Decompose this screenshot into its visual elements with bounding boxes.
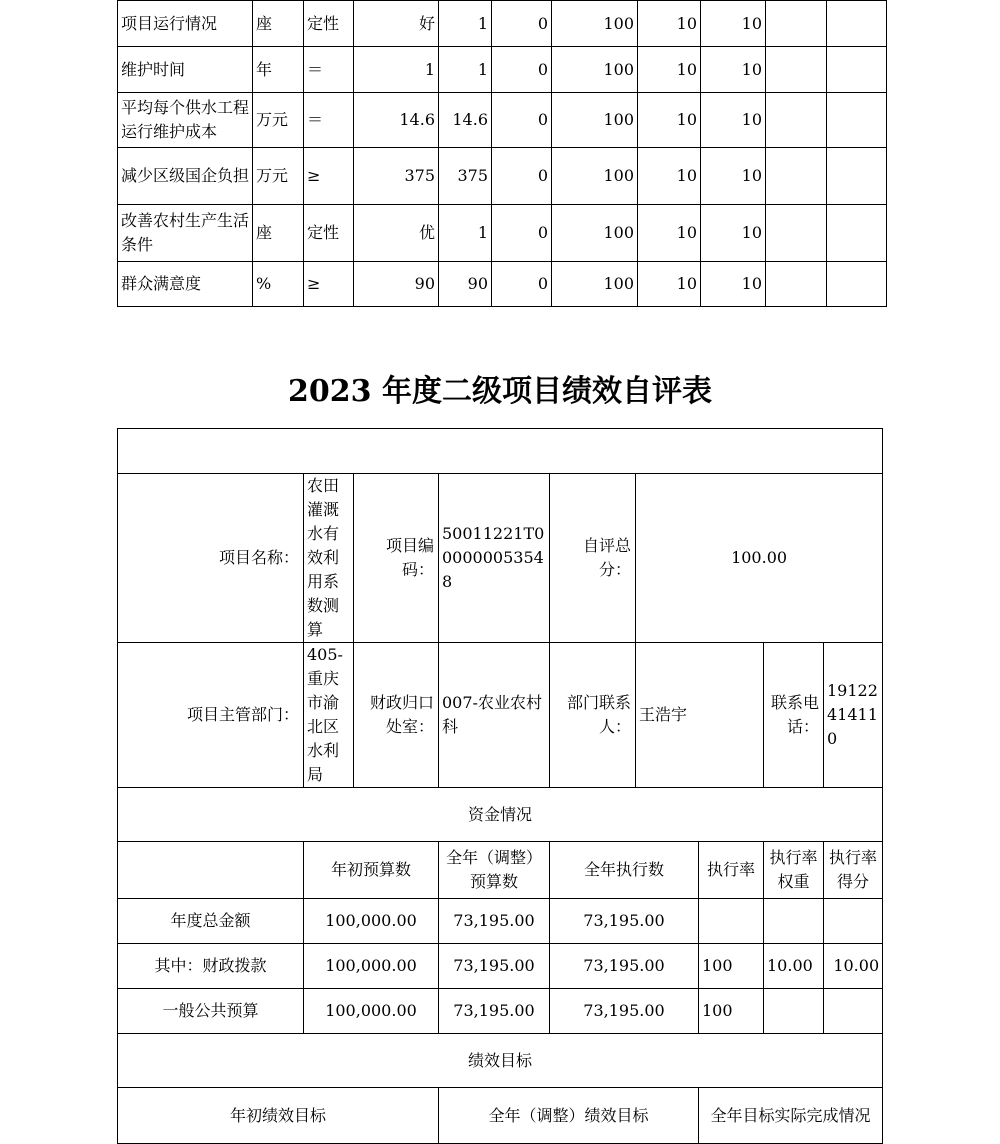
empty-cell [766,93,827,148]
funds-rate: 100 [699,989,764,1034]
indicator-deviation: 0 [492,262,552,307]
dept-value: 405-重庆市渝北区水利局 [304,643,354,788]
evaluation-table [117,428,883,1144]
self-score-value: 100.00 [636,474,883,643]
indicator-name: 维护时间 [118,47,253,93]
indicator-score: 10 [701,47,766,93]
indicator-deviation: 0 [492,93,552,148]
indicator-unit: 年 [253,47,304,93]
indicator-actual: 90 [439,262,492,307]
self-score-label: 自评总分： [550,474,636,643]
indicator-weight: 10 [638,205,701,262]
indicator-weight: 10 [638,93,701,148]
funds-header-score: 执行率得分 [824,842,883,899]
indicator-deviation: 0 [492,205,552,262]
table-row [118,944,883,989]
indicator-target: 优 [354,205,439,262]
indicator-actual: 1 [439,205,492,262]
indicator-score: 10 [701,262,766,307]
table-row [118,93,887,148]
indicator-operator: ＝ [304,47,354,93]
funds-initial: 100,000.00 [304,989,439,1034]
table-row [118,429,883,474]
table-row [118,643,883,788]
indicator-rate: 100 [552,47,638,93]
indicator-deviation: 0 [492,47,552,93]
indicator-unit: 万元 [253,93,304,148]
funds-header-adjusted: 全年（调整）预算数 [439,842,550,899]
funds-executed: 73,195.00 [550,944,699,989]
indicator-target: 好 [354,1,439,47]
indicator-rate: 100 [552,1,638,47]
indicator-name: 项目运行情况 [118,1,253,47]
indicator-score: 10 [701,205,766,262]
indicator-score: 10 [701,93,766,148]
indicator-operator: ≥ [304,262,354,307]
project-code-label: 项目编码： [354,474,439,643]
funds-weight: 10.00 [764,944,824,989]
funds-row-label: 年度总金额 [118,899,304,944]
funds-adjusted: 73,195.00 [439,899,550,944]
table-row [118,899,883,944]
empty-cell [766,47,827,93]
funds-rate [699,899,764,944]
funds-rate: 100 [699,944,764,989]
empty-cell [827,93,887,148]
blank-header-row [118,429,883,474]
funds-score: 10.00 [824,944,883,989]
indicator-operator: ≥ [304,148,354,205]
project-code-value: 50011221T000000053548 [439,474,550,643]
indicator-actual: 1 [439,47,492,93]
indicator-rate: 100 [552,148,638,205]
table-row [118,1088,883,1144]
table-row [118,842,883,899]
page-title: 2023 年度二级项目绩效自评表 [288,374,712,409]
table-row [118,47,887,93]
indicator-operator: ＝ [304,93,354,148]
empty-cell [766,262,827,307]
funds-weight [764,989,824,1034]
indicator-name: 群众满意度 [118,262,253,307]
indicator-rate: 100 [552,262,638,307]
indicator-actual: 1 [439,1,492,47]
table-row [118,148,887,205]
empty-cell [827,148,887,205]
indicator-operator: 定性 [304,205,354,262]
indicator-name: 平均每个供水工程运行维护成本 [118,93,253,148]
table-row [118,205,887,262]
funds-initial: 100,000.00 [304,944,439,989]
contact-label: 部门联系人： [550,643,636,788]
funds-row-label: 一般公共预算 [118,989,304,1034]
indicator-name: 改善农村生产生活条件 [118,205,253,262]
indicator-target: 375 [354,148,439,205]
indicator-operator: 定性 [304,1,354,47]
funds-initial: 100,000.00 [304,899,439,944]
empty-cell [766,205,827,262]
phone-label: 联系电话： [764,643,824,788]
empty-cell [827,1,887,47]
indicator-unit: 万元 [253,148,304,205]
empty-cell [827,47,887,93]
funds-section-title: 资金情况 [118,788,883,842]
indicator-score: 10 [701,1,766,47]
goals-header-adjusted: 全年（调整）绩效目标 [439,1088,699,1144]
goals-header-initial: 年初绩效目标 [118,1088,439,1144]
phone-value: 19122414110 [824,643,883,788]
indicator-name: 减少区级国企负担 [118,148,253,205]
indicator-weight: 10 [638,262,701,307]
contact-value: 王浩宇 [636,643,764,788]
empty-cell [118,842,304,899]
funds-executed: 73,195.00 [550,899,699,944]
indicator-table [117,0,887,307]
funds-score [824,899,883,944]
indicator-target: 14.6 [354,93,439,148]
goals-section-title: 绩效目标 [118,1034,883,1088]
table-row [118,788,883,842]
funds-header-rate: 执行率 [699,842,764,899]
indicator-target: 1 [354,47,439,93]
empty-cell [827,205,887,262]
table-row [118,262,887,307]
indicator-weight: 10 [638,47,701,93]
table-row [118,1034,883,1088]
indicator-actual: 14.6 [439,93,492,148]
funds-adjusted: 73,195.00 [439,944,550,989]
table-row [118,989,883,1034]
indicator-weight: 10 [638,1,701,47]
indicator-rate: 100 [552,93,638,148]
indicator-deviation: 0 [492,148,552,205]
indicator-deviation: 0 [492,1,552,47]
funds-executed: 73,195.00 [550,989,699,1034]
indicator-score: 10 [701,148,766,205]
empty-cell [766,1,827,47]
dept-label: 项目主管部门： [118,643,304,788]
office-value: 007-农业农村科 [439,643,550,788]
indicator-unit: 座 [253,1,304,47]
table-row [118,474,883,643]
indicator-unit: 座 [253,205,304,262]
project-name-value: 农田灌溉水有效利用系数测算 [304,474,354,643]
empty-cell [766,148,827,205]
project-name-label: 项目名称： [118,474,304,643]
office-label: 财政归口处室： [354,643,439,788]
funds-weight [764,899,824,944]
empty-cell [827,262,887,307]
indicator-weight: 10 [638,148,701,205]
indicator-actual: 375 [439,148,492,205]
funds-header-weight: 执行率权重 [764,842,824,899]
goals-header-actual: 全年目标实际完成情况 [699,1088,883,1144]
funds-adjusted: 73,195.00 [439,989,550,1034]
indicator-unit: % [253,262,304,307]
indicator-target: 90 [354,262,439,307]
table-row [118,1,887,47]
funds-header-executed: 全年执行数 [550,842,699,899]
funds-header-initial: 年初预算数 [304,842,439,899]
indicator-rate: 100 [552,205,638,262]
funds-row-label: 其中：财政拨款 [118,944,304,989]
funds-score [824,989,883,1034]
